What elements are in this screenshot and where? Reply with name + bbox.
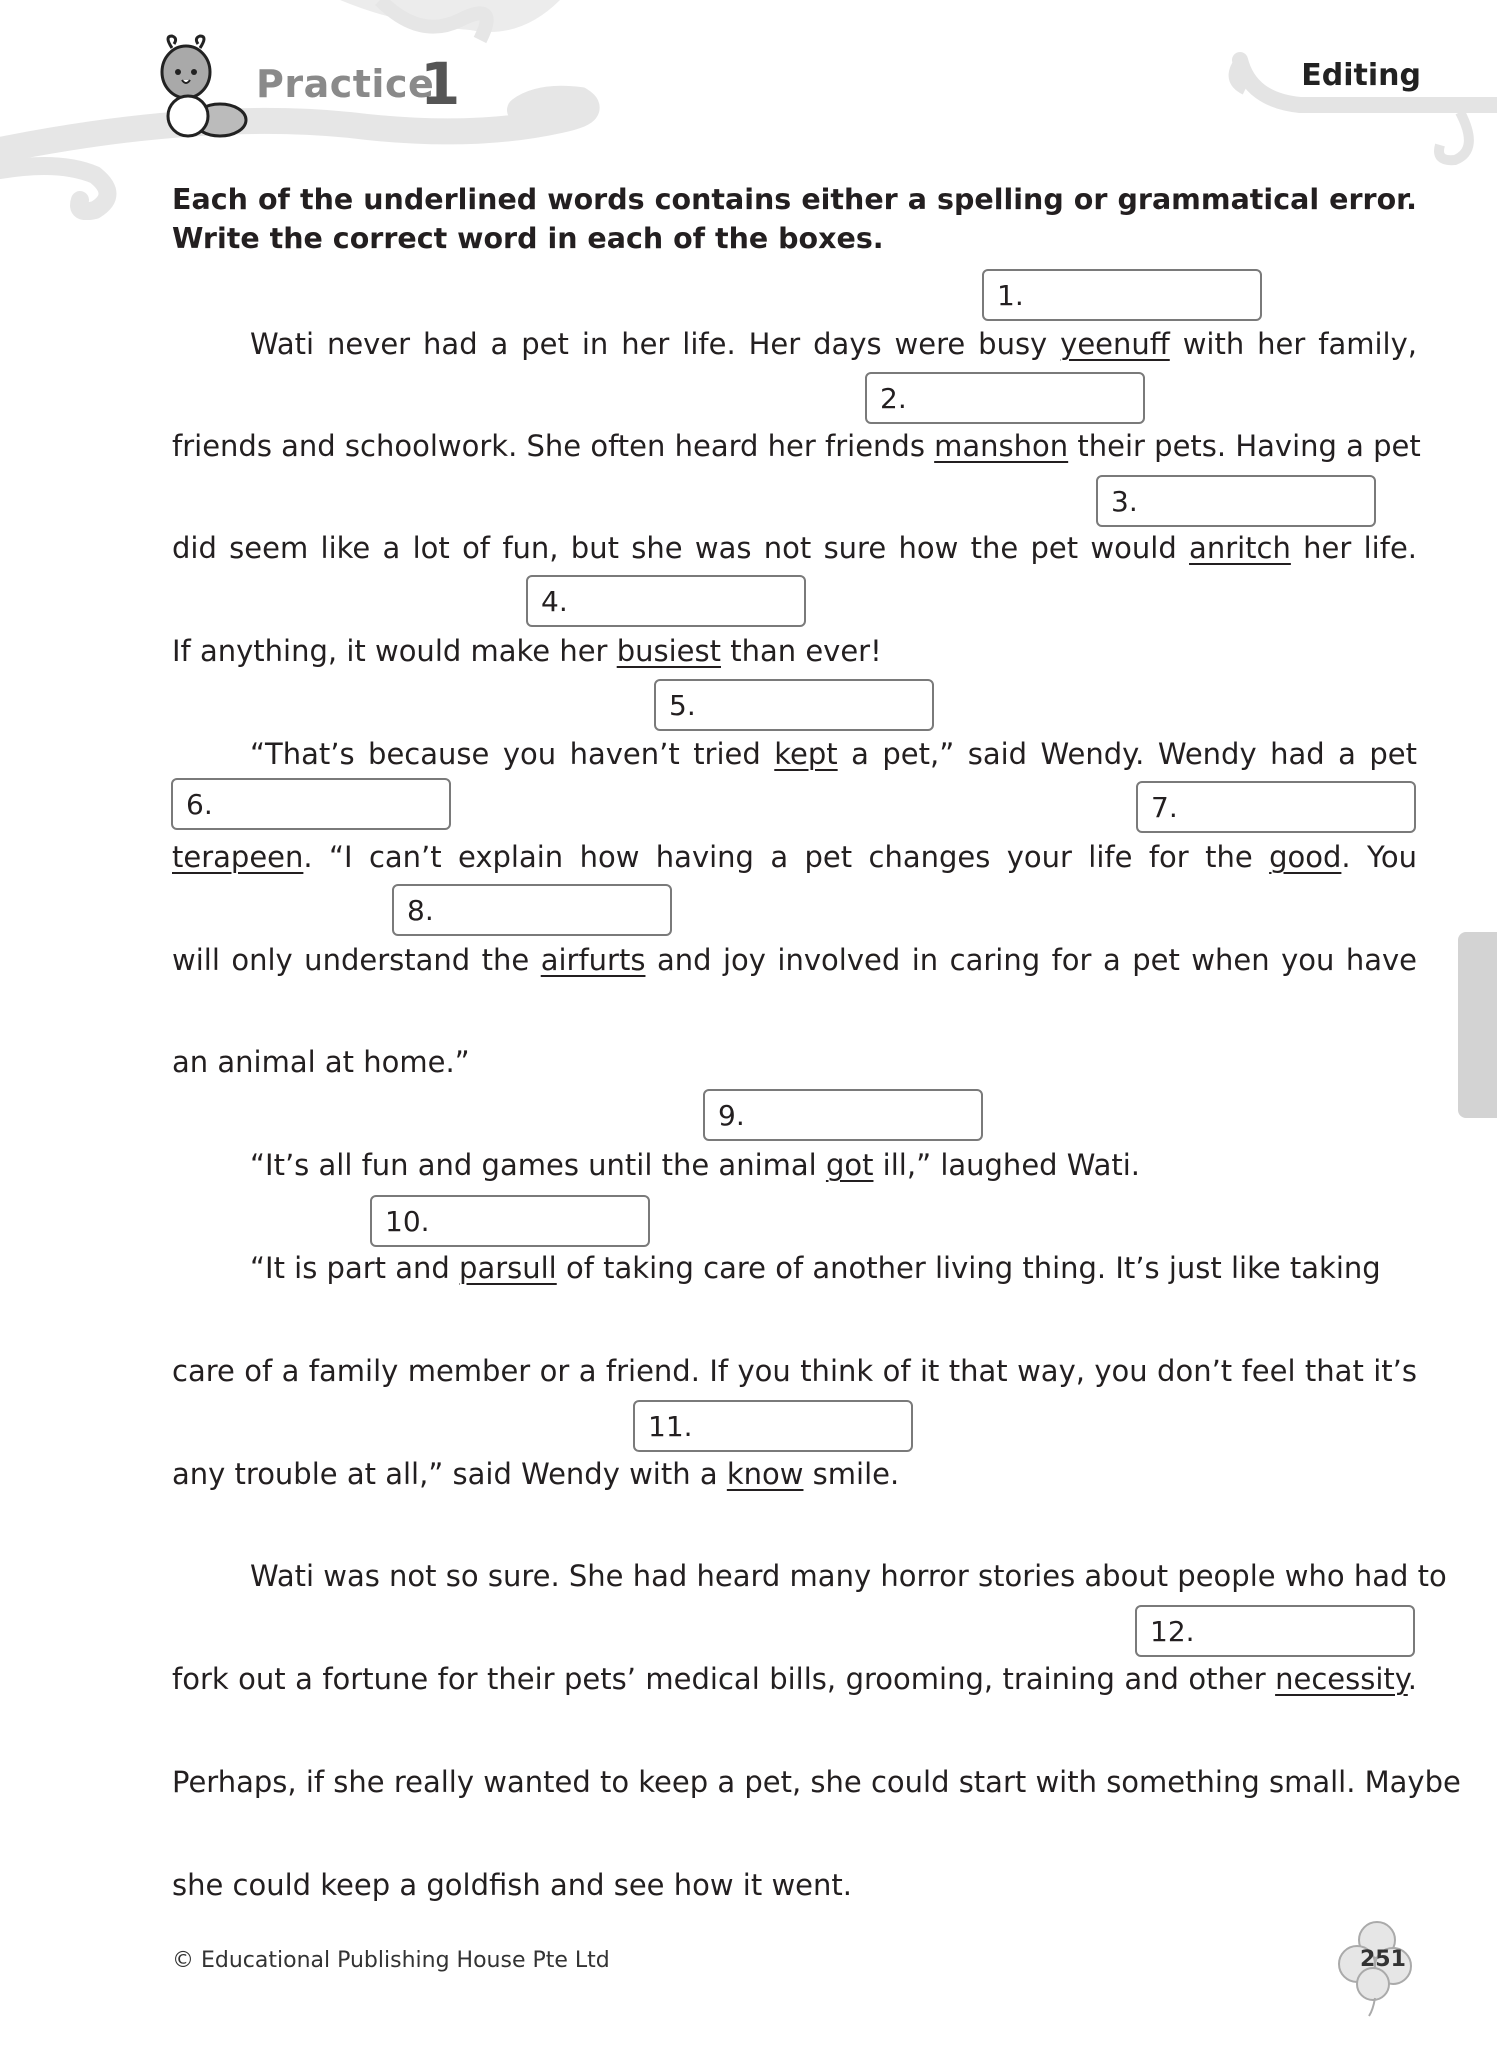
- error-word: necessity: [1275, 1662, 1408, 1696]
- passage-line: If anything, it would make her busiest than ever!: [172, 634, 882, 668]
- answer-box-4[interactable]: 4.: [526, 575, 806, 627]
- passage-line: “It’s all fun and games until the animal got ill,” laughed Wati.: [250, 1148, 1141, 1182]
- answer-box-10[interactable]: 10.: [370, 1195, 650, 1247]
- passage-line: any trouble at all,” said Wendy with a know smile.: [172, 1457, 900, 1491]
- answer-box-8[interactable]: 8.: [392, 884, 672, 936]
- passage-line: fork out a fortune for their pets’ medical bills, grooming, training and other necessity.: [172, 1662, 1417, 1696]
- error-word: parsull: [459, 1251, 557, 1285]
- answer-box-11[interactable]: 11.: [633, 1400, 913, 1452]
- section-label: Editing: [1301, 58, 1421, 93]
- error-word: busiest: [616, 634, 721, 668]
- error-word: manshon: [934, 429, 1069, 463]
- error-word: got: [825, 1148, 874, 1182]
- passage-line: “That’s because you haven’t tried kept a pet,” said Wendy. Wendy had a pet: [250, 737, 1417, 771]
- answer-box-5[interactable]: 5.: [654, 679, 934, 731]
- error-word: anritch: [1189, 531, 1291, 565]
- answer-box-6[interactable]: 6.: [171, 778, 451, 830]
- page-number: 251: [1360, 1947, 1406, 1972]
- passage-line: an animal at home.”: [172, 1045, 470, 1079]
- error-word: know: [726, 1457, 804, 1491]
- passage-line: did seem like a lot of fun, but she was not sure how the pet would anritch her life.: [172, 531, 1417, 565]
- caterpillar-mascot-icon: [150, 32, 260, 142]
- answer-box-9[interactable]: 9.: [703, 1089, 983, 1141]
- error-word: kept: [774, 737, 838, 771]
- answer-box-7[interactable]: 7.: [1136, 781, 1416, 833]
- passage-line: will only understand the airfurts and joy involved in caring for a pet when you have: [172, 943, 1418, 977]
- error-word: yeenuff: [1060, 327, 1170, 361]
- passage-line: she could keep a goldfish and see how it went.: [172, 1868, 852, 1902]
- practice-title: Practice: [256, 62, 435, 106]
- copyright: © Educational Publishing House Pte Ltd: [172, 1948, 610, 1973]
- instructions: Each of the underlined words contains either a spelling or grammatical error. Write the correct word in each of the boxes.: [172, 183, 1417, 255]
- passage-line: friends and schoolwork. She often heard her friends manshon their pets. Having a pet: [172, 429, 1421, 463]
- side-tab: [1458, 932, 1497, 1118]
- error-word: airfurts: [540, 943, 646, 977]
- passage-line: terapeen. “I can’t explain how having a pet changes your life for the good. You: [172, 840, 1417, 874]
- error-word: terapeen: [172, 840, 304, 874]
- answer-box-3[interactable]: 3.: [1096, 475, 1376, 527]
- passage-line: care of a family member or a friend. If you think of it that way, you don’t feel that it’s: [172, 1354, 1417, 1388]
- answer-box-2[interactable]: 2.: [865, 372, 1145, 424]
- error-word: good: [1269, 840, 1342, 874]
- passage-line: Perhaps, if she really wanted to keep a pet, she could start with something small. Maybe: [172, 1765, 1461, 1799]
- answer-box-12[interactable]: 12.: [1135, 1605, 1415, 1657]
- answer-box-1[interactable]: 1.: [982, 269, 1262, 321]
- practice-number: 1: [420, 50, 461, 118]
- passage-line: “It is part and parsull of taking care of another living thing. It’s just like taking: [250, 1251, 1381, 1285]
- passage-line: Wati never had a pet in her life. Her days were busy yeenuff with her family,: [250, 327, 1417, 361]
- passage-line: Wati was not so sure. She had heard many horror stories about people who had to: [250, 1559, 1447, 1593]
